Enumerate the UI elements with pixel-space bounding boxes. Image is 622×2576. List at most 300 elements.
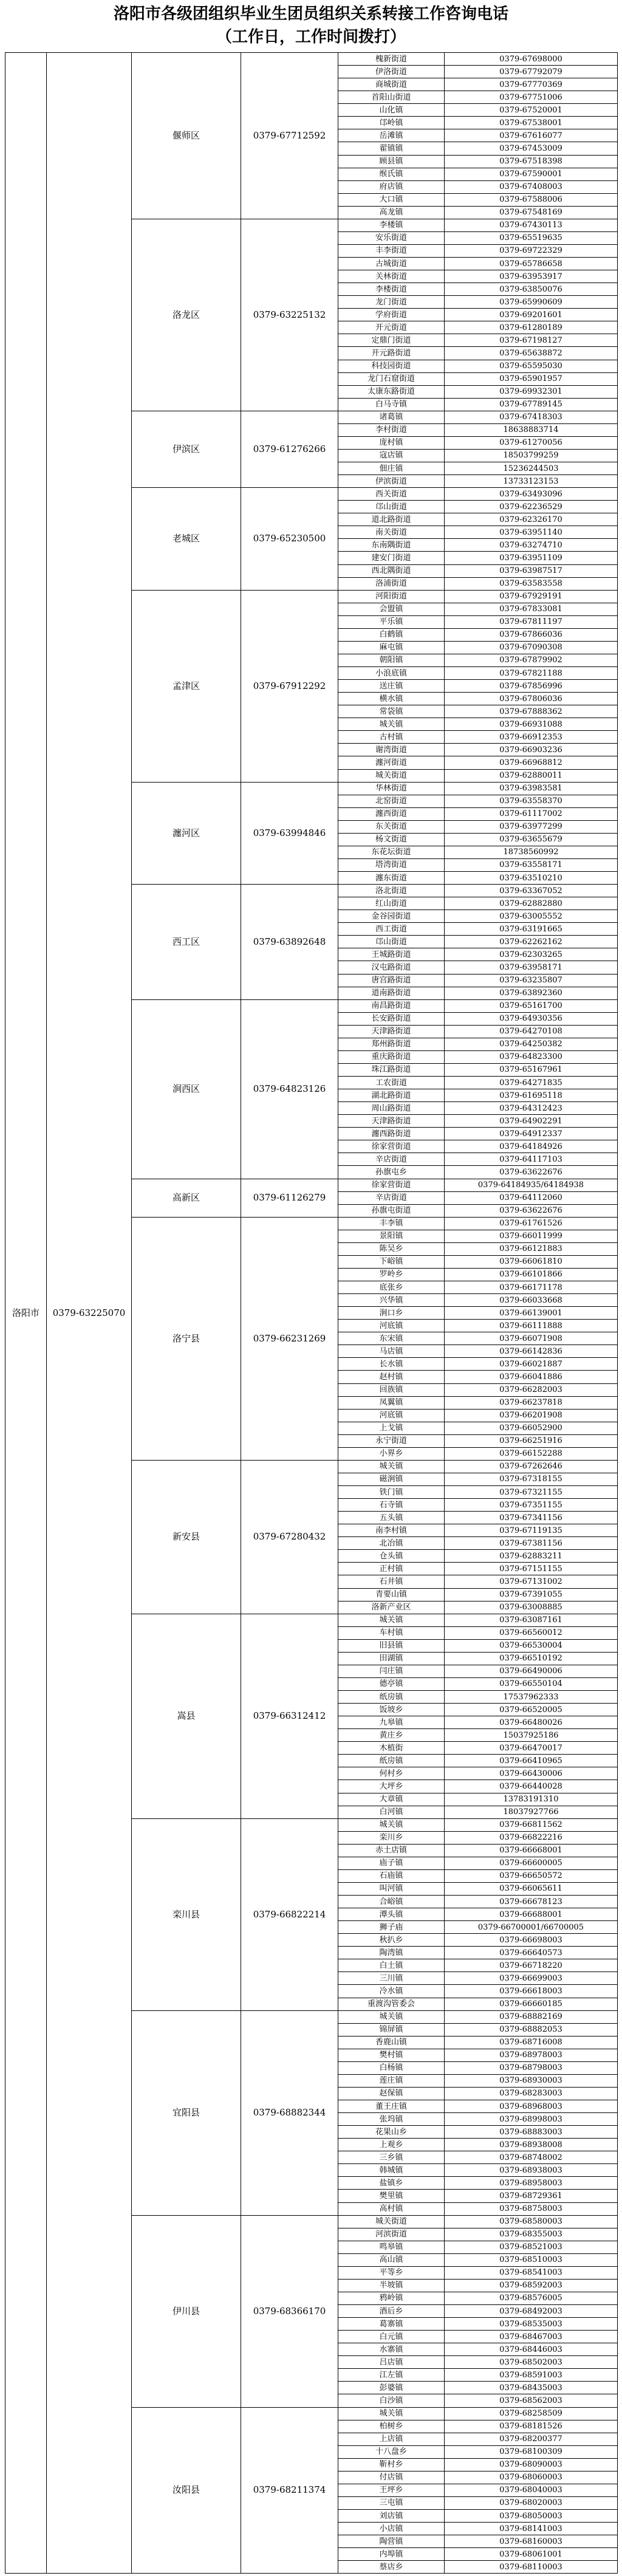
town-phone: 0379-66520005	[445, 1704, 618, 1716]
district-name: 孟津区	[132, 590, 241, 782]
town-name: 周山路街道	[338, 1102, 445, 1115]
district-phone: 0379-66312412	[241, 1614, 338, 1818]
town-name: 赵保镇	[338, 2087, 445, 2100]
town-phone: 0379-67518398	[445, 155, 618, 168]
town-name: 塔湾街道	[338, 858, 445, 871]
town-phone: 0379-66718220	[445, 1959, 618, 1972]
town-phone: 0379-67453009	[445, 142, 618, 155]
town-phone: 0379-66811562	[445, 1818, 618, 1831]
town-name: 瀍东街道	[338, 872, 445, 885]
town-phone: 0379-62303265	[445, 948, 618, 961]
district-name: 涧西区	[132, 999, 241, 1179]
town-name: 佃庄镇	[338, 462, 445, 475]
town-phone: 0379-64902291	[445, 1115, 618, 1128]
district-phone: 0379-63225132	[241, 219, 338, 411]
town-phone: 0379-66440028	[445, 1780, 618, 1793]
town-phone: 0379-66903236	[445, 744, 618, 756]
town-name: 郑州路街道	[338, 1038, 445, 1050]
town-name: 城关街道	[338, 2215, 445, 2228]
title-line-2: （工作日，工作时间拨打）	[216, 28, 406, 46]
town-name: 孙旗屯街道	[338, 1204, 445, 1217]
town-phone: 0379-68930003	[445, 2074, 618, 2087]
town-phone: 0379-68521003	[445, 2241, 618, 2253]
town-name: 关林街道	[338, 270, 445, 283]
town-phone: 0379-63235807	[445, 974, 618, 987]
town-name: 赵村镇	[338, 1371, 445, 1383]
town-phone: 0379-66121883	[445, 1242, 618, 1255]
town-phone: 0379-66111888	[445, 1320, 618, 1332]
town-name: 铁门镇	[338, 1486, 445, 1499]
town-phone: 0379-68576005	[445, 2292, 618, 2304]
town-phone: 0379-63558171	[445, 858, 618, 871]
town-phone: 0379-63558370	[445, 795, 618, 807]
town-name: 山化镇	[338, 104, 445, 117]
town-phone: 0379-66530004	[445, 1639, 618, 1652]
town-phone: 0379-64250382	[445, 1038, 618, 1050]
town-name: 华林街道	[338, 782, 445, 795]
town-phone: 0379-66052900	[445, 1422, 618, 1434]
town-name: 府店镇	[338, 180, 445, 193]
town-name: 白杨镇	[338, 2061, 445, 2074]
town-phone: 0379-63367052	[445, 885, 618, 897]
town-name: 三屯镇	[338, 2496, 445, 2509]
town-phone: 0379-67520001	[445, 104, 618, 117]
town-phone: 0379-61761526	[445, 1217, 618, 1230]
city-name: 洛阳市	[5, 53, 47, 2574]
town-name: 长水镇	[338, 1358, 445, 1371]
town-phone: 0379-69722329	[445, 244, 618, 257]
town-phone: 0379-67888362	[445, 705, 618, 718]
town-name: 三川镇	[338, 1972, 445, 1985]
town-name: 青要山镇	[338, 1588, 445, 1601]
town-phone: 0379-68978003	[445, 2049, 618, 2061]
town-name: 三乡镇	[338, 2151, 445, 2164]
town-phone: 0379-67811197	[445, 615, 618, 628]
town-phone: 0379-66678123	[445, 1896, 618, 1908]
town-name: 瀍西路街道	[338, 1128, 445, 1140]
town-phone: 0379-66640573	[445, 1947, 618, 1959]
town-phone: 0379-68562003	[445, 2394, 618, 2407]
town-phone: 0379-67590001	[445, 168, 618, 180]
town-phone: 0379-64270108	[445, 1025, 618, 1038]
town-name: 石井镇	[338, 1575, 445, 1588]
district-name: 宜阳县	[132, 2010, 241, 2215]
town-name: 南关街道	[338, 526, 445, 539]
town-name: 天津路街道	[338, 1115, 445, 1128]
town-name: 东关街道	[338, 820, 445, 833]
town-name: 黄庄乡	[338, 1729, 445, 1742]
town-phone: 0379-67856996	[445, 680, 618, 693]
town-name: 北窑街道	[338, 795, 445, 807]
town-name: 工农街道	[338, 1077, 445, 1089]
town-phone: 0379-67131002	[445, 1575, 618, 1588]
town-name: 重庆路街道	[338, 1050, 445, 1063]
town-phone: 0379-67341156	[445, 1512, 618, 1524]
town-phone: 0379-67879902	[445, 654, 618, 666]
town-phone: 0379-67321155	[445, 1486, 618, 1499]
town-name: 樊里镇	[338, 2190, 445, 2202]
town-name: 葛寨镇	[338, 2318, 445, 2331]
town-name: 闫庄镇	[338, 1665, 445, 1677]
town-name: 东宋镇	[338, 1332, 445, 1345]
town-phone: 0379-61270056	[445, 436, 618, 449]
town-phone: 0379-67430113	[445, 219, 618, 231]
town-name: 纸房镇	[338, 1691, 445, 1704]
town-phone: 0379-67262646	[445, 1460, 618, 1473]
town-phone: 0379-66410965	[445, 1755, 618, 1767]
town-name: 槐新街道	[338, 53, 445, 66]
district-phone: 0379-66231269	[241, 1217, 338, 1460]
town-name: 唐宫路街道	[338, 974, 445, 987]
town-name: 陈吴乡	[338, 1242, 445, 1255]
town-name: 高龙镇	[338, 206, 445, 219]
town-phone: 0379-67391055	[445, 1588, 618, 1601]
town-phone: 0379-68798003	[445, 2061, 618, 2074]
town-phone: 0379-68998003	[445, 2113, 618, 2126]
town-phone: 0379-63493096	[445, 488, 618, 501]
town-name: 西工街道	[338, 923, 445, 936]
town-name: 陶湾镇	[338, 1947, 445, 1959]
table-row	[5, 53, 618, 66]
town-phone: 0379-66931088	[445, 718, 618, 731]
town-phone: 0379-65167961	[445, 1063, 618, 1076]
town-name: 旧县镇	[338, 1639, 445, 1652]
town-phone: 0379-68716008	[445, 2036, 618, 2049]
town-phone: 0379-63951140	[445, 526, 618, 539]
town-name: 李楼街道	[338, 283, 445, 296]
district-phone: 0379-63892648	[241, 885, 338, 1000]
town-phone: 0379-64823300	[445, 1050, 618, 1063]
town-phone: 0379-66550104	[445, 1677, 618, 1690]
town-phone: 0379-66470017	[445, 1742, 618, 1755]
town-name: 韩城镇	[338, 2164, 445, 2177]
district-phone: 0379-68882344	[241, 2010, 338, 2215]
town-phone: 0379-63655679	[445, 833, 618, 846]
town-name: 开元路街道	[338, 347, 445, 360]
town-phone: 0379-65595030	[445, 360, 618, 372]
town-phone: 0379-66668001	[445, 1844, 618, 1857]
town-phone: 0379-68938008	[445, 2139, 618, 2151]
town-phone: 0379-68258509	[445, 2407, 618, 2420]
town-phone: 0379-65638872	[445, 347, 618, 360]
town-name: 城关街道	[338, 769, 445, 782]
town-name: 丰李镇	[338, 1217, 445, 1230]
town-phone: 0379-63987517	[445, 564, 618, 577]
town-phone: 0379-67616077	[445, 129, 618, 142]
town-phone: 0379-63850076	[445, 283, 618, 296]
town-name: 半坡镇	[338, 2279, 445, 2292]
town-phone: 0379-68100309	[445, 2445, 618, 2458]
town-phone: 0379-66660185	[445, 1998, 618, 2010]
district-phone: 0379-67712592	[241, 53, 338, 219]
town-name: 王城路街道	[338, 948, 445, 961]
town-name: 马店镇	[338, 1345, 445, 1358]
town-name: 何村乡	[338, 1767, 445, 1780]
document-title	[0, 0, 622, 50]
town-phone: 0379-68938003	[445, 2164, 618, 2177]
town-phone: 0379-63087161	[445, 1614, 618, 1626]
town-name: 鸣皋镇	[338, 2241, 445, 2253]
town-phone: 0379-63953917	[445, 270, 618, 283]
town-phone: 0379-66071908	[445, 1332, 618, 1345]
town-name: 瀍西街道	[338, 807, 445, 820]
town-name: 首阳山街道	[338, 91, 445, 104]
town-name: 凤翼镇	[338, 1396, 445, 1409]
town-phone: 0379-67408003	[445, 180, 618, 193]
town-phone: 0379-66822216	[445, 1831, 618, 1844]
town-name: 小浪底镇	[338, 667, 445, 680]
town-name: 花果山乡	[338, 2126, 445, 2139]
town-phone: 0379-68200377	[445, 2433, 618, 2445]
town-name: 香鹿山镇	[338, 2036, 445, 2049]
town-phone: 0379-63951109	[445, 552, 618, 564]
town-name: 锦屏镇	[338, 2023, 445, 2036]
town-name: 翟镇镇	[338, 142, 445, 155]
town-name: 孙旗屯乡	[338, 1166, 445, 1179]
town-phone: 0379-63958171	[445, 961, 618, 974]
town-name: 辛店街道	[338, 1153, 445, 1166]
town-phone: 0379-63622676	[445, 1166, 618, 1179]
district-phone: 0379-68211374	[241, 2407, 338, 2574]
town-name: 李村街道	[338, 423, 445, 436]
town-name: 江左镇	[338, 2369, 445, 2382]
town-phone: 0379-63983581	[445, 782, 618, 795]
town-phone: 0379-68355003	[445, 2228, 618, 2241]
town-name: 上店镇	[338, 2433, 445, 2445]
town-phone: 0379-65161700	[445, 999, 618, 1012]
town-name: 狮子庙	[338, 1921, 445, 1934]
district-phone: 0379-64823126	[241, 999, 338, 1179]
district-phone: 0379-67280432	[241, 1460, 338, 1614]
town-name: 道北路街道	[338, 513, 445, 526]
town-phone: 0379-67792079	[445, 66, 618, 78]
town-phone: 0379-66171178	[445, 1281, 618, 1294]
town-phone: 0379-68446003	[445, 2343, 618, 2356]
town-name: 城关镇	[338, 2010, 445, 2023]
town-phone: 0379-68060003	[445, 2471, 618, 2484]
town-phone: 13783191310	[445, 1793, 618, 1806]
town-phone: 15236244503	[445, 462, 618, 475]
town-name: 车村镇	[338, 1626, 445, 1639]
town-name: 龙门街道	[338, 296, 445, 309]
town-phone: 0379-64930356	[445, 1012, 618, 1025]
town-phone: 0379-66152288	[445, 1447, 618, 1460]
town-phone: 0379-67821188	[445, 667, 618, 680]
town-name: 杨文街道	[338, 833, 445, 846]
town-phone: 0379-68591003	[445, 2369, 618, 2382]
town-phone: 0379-61695118	[445, 1089, 618, 1102]
town-phone: 0379-69201601	[445, 309, 618, 321]
town-name: 叫河镇	[338, 1882, 445, 1895]
town-phone: 0379-68541003	[445, 2266, 618, 2279]
town-phone: 0379-63622676	[445, 1204, 618, 1217]
town-name: 上观乡	[338, 2139, 445, 2151]
town-name: 徐家营街道	[338, 1179, 445, 1191]
town-name: 栾川乡	[338, 1831, 445, 1844]
town-name: 平等乡	[338, 2266, 445, 2279]
town-name: 伊滨街道	[338, 475, 445, 488]
town-name: 五头镇	[338, 1512, 445, 1524]
town-name: 王坪乡	[338, 2484, 445, 2496]
town-name: 底张乡	[338, 1281, 445, 1294]
town-name: 赤土店镇	[338, 1844, 445, 1857]
town-phone: 0379-67789145	[445, 398, 618, 411]
town-name: 洛北街道	[338, 885, 445, 897]
town-phone: 0379-67770369	[445, 78, 618, 91]
town-name: 重渡沟管委会	[338, 1998, 445, 2010]
town-phone: 0379-63005552	[445, 910, 618, 923]
title-line-1: 洛阳市各级团组织毕业生团员组织关系转接工作咨询电话	[113, 5, 508, 23]
town-phone: 18503799259	[445, 449, 618, 462]
town-name: 湖北路街道	[338, 1089, 445, 1102]
town-name: 城关镇	[338, 718, 445, 731]
town-name: 顾县镇	[338, 155, 445, 168]
town-name: 建安门街道	[338, 552, 445, 564]
town-name: 科技园街道	[338, 360, 445, 372]
town-phone: 0379-68580003	[445, 2215, 618, 2228]
town-phone: 0379-68510003	[445, 2253, 618, 2266]
town-name: 商城街道	[338, 78, 445, 91]
town-phone: 18638883714	[445, 423, 618, 436]
town-phone: 0379-66968812	[445, 756, 618, 769]
district-name: 伊川县	[132, 2215, 241, 2407]
town-phone: 0379-67090308	[445, 641, 618, 654]
town-name: 小界乡	[338, 1447, 445, 1460]
town-phone: 0379-67119135	[445, 1524, 618, 1537]
town-phone: 0379-68160003	[445, 2535, 618, 2548]
town-name: 秋扒乡	[338, 1934, 445, 1947]
town-name: 饭坡乡	[338, 1704, 445, 1716]
town-phone: 0379-66490006	[445, 1665, 618, 1677]
town-name: 十八盘乡	[338, 2445, 445, 2458]
district-name: 嵩县	[132, 1614, 241, 1818]
town-name: 缑氏镇	[338, 168, 445, 180]
town-phone: 0379-64112060	[445, 1191, 618, 1204]
town-name: 东南隅街道	[338, 539, 445, 552]
town-name: 学府街道	[338, 309, 445, 321]
town-phone: 0379-67751006	[445, 91, 618, 104]
district-phone: 0379-67912292	[241, 590, 338, 782]
district-phone: 0379-65230500	[241, 488, 338, 591]
town-name: 丰李街道	[338, 244, 445, 257]
town-phone: 17537962333	[445, 1691, 618, 1704]
town-name: 永宁街道	[338, 1434, 445, 1447]
town-phone: 0379-67806036	[445, 693, 618, 705]
town-phone: 0379-65901957	[445, 372, 618, 385]
town-name: 大章镇	[338, 1793, 445, 1806]
district-phone: 0379-68366170	[241, 2215, 338, 2407]
town-name: 兴华镇	[338, 1294, 445, 1307]
town-phone: 0379-68968003	[445, 2100, 618, 2113]
town-name: 邙山街道	[338, 936, 445, 948]
town-name: 鸦岭镇	[338, 2292, 445, 2304]
town-name: 大坪乡	[338, 1780, 445, 1793]
town-phone: 0379-66251916	[445, 1434, 618, 1447]
town-name: 景阳镇	[338, 1230, 445, 1242]
town-name: 东花坛街道	[338, 846, 445, 858]
town-name: 白土镇	[338, 1959, 445, 1972]
town-phone: 0379-66698003	[445, 1934, 618, 1947]
town-phone: 0379-66700001/66700005	[445, 1921, 618, 1934]
town-name: 仓头镇	[338, 1550, 445, 1563]
city-phone: 0379-63225070	[47, 53, 132, 2574]
town-phone: 18037927766	[445, 1806, 618, 1818]
town-phone: 0379-65990609	[445, 296, 618, 309]
town-name: 诸葛镇	[338, 411, 445, 423]
town-name: 合峪镇	[338, 1896, 445, 1908]
town-phone: 0379-61117002	[445, 807, 618, 820]
town-name: 白沙镇	[338, 2394, 445, 2407]
town-phone: 18738560992	[445, 846, 618, 858]
town-phone: 0379-68883003	[445, 2126, 618, 2139]
town-name: 德亭镇	[338, 1677, 445, 1690]
town-phone: 0379-67833081	[445, 603, 618, 615]
town-phone: 0379-68050003	[445, 2510, 618, 2523]
town-phone: 0379-64912337	[445, 1128, 618, 1140]
town-phone: 0379-66688001	[445, 1908, 618, 1921]
town-phone: 15037925186	[445, 1729, 618, 1742]
town-phone: 0379-67929191	[445, 590, 618, 603]
town-name: 水寨镇	[338, 2343, 445, 2356]
town-phone: 0379-68592003	[445, 2279, 618, 2292]
town-phone: 0379-69932301	[445, 385, 618, 398]
district-phone: 0379-61126279	[241, 1179, 338, 1217]
town-name: 李楼镇	[338, 219, 445, 231]
district-name: 瀍河区	[132, 782, 241, 885]
town-phone: 0379-67698000	[445, 53, 618, 66]
town-name: 常袋镇	[338, 705, 445, 718]
town-phone: 0379-68882053	[445, 2023, 618, 2036]
town-phone: 0379-66699003	[445, 1972, 618, 1985]
town-name: 太康东路街道	[338, 385, 445, 398]
town-phone: 0379-65519635	[445, 231, 618, 244]
town-name: 内埠镇	[338, 2548, 445, 2561]
town-phone: 0379-68492003	[445, 2305, 618, 2318]
town-phone: 0379-67538001	[445, 117, 618, 129]
town-name: 麻屯镇	[338, 641, 445, 654]
town-name: 樊村镇	[338, 2049, 445, 2061]
town-phone: 0379-66430006	[445, 1767, 618, 1780]
town-name: 罗岭乡	[338, 1268, 445, 1281]
town-name: 陶营镇	[338, 2535, 445, 2548]
town-phone: 0379-66061810	[445, 1255, 618, 1268]
district-name: 西工区	[132, 885, 241, 1000]
town-phone: 0379-66912353	[445, 731, 618, 744]
town-phone: 0379-67198127	[445, 334, 618, 347]
town-phone: 0379-68090003	[445, 2458, 618, 2471]
town-phone: 0379-66618003	[445, 1985, 618, 1998]
town-phone: 0379-62880011	[445, 769, 618, 782]
town-phone: 0379-62883211	[445, 1550, 618, 1563]
town-name: 涧口乡	[338, 1307, 445, 1320]
town-name: 龙门石窟街道	[338, 372, 445, 385]
town-phone: 0379-62236529	[445, 501, 618, 513]
town-phone: 0379-66282003	[445, 1383, 618, 1396]
town-phone: 0379-64312423	[445, 1102, 618, 1115]
town-phone: 0379-64184926	[445, 1140, 618, 1153]
town-name: 石庙镇	[338, 1869, 445, 1882]
town-phone: 0379-68882169	[445, 2010, 618, 2023]
town-name: 纸房镇	[338, 1755, 445, 1767]
town-phone: 0379-63008885	[445, 1601, 618, 1614]
town-name: 石寺镇	[338, 1499, 445, 1512]
town-phone: 13733123153	[445, 475, 618, 488]
town-phone: 0379-66065611	[445, 1882, 618, 1895]
town-name: 付店镇	[338, 2471, 445, 2484]
town-phone: 0379-66201908	[445, 1409, 618, 1422]
town-name: 正村镇	[338, 1563, 445, 1575]
town-phone: 0379-66510192	[445, 1652, 618, 1665]
